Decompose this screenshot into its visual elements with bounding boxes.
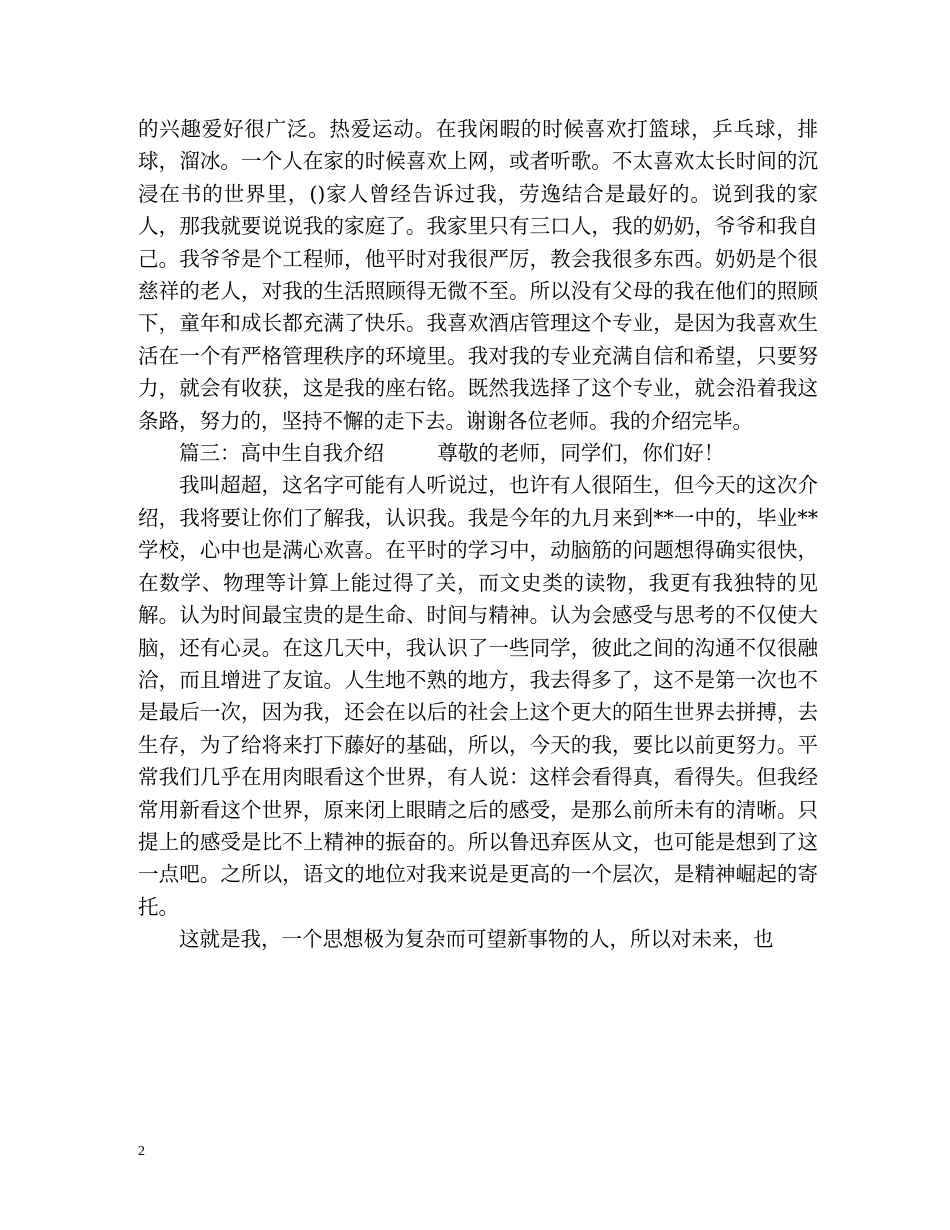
section-title: 篇三：高中生自我介绍: [179, 441, 384, 466]
document-body: [138, 113, 818, 956]
greeting-text: 尊敬的老师，同学们，你们好！: [437, 441, 725, 466]
paragraph-self-introduction: 我叫超超，这名字可能有人听说过，也许有人很陌生，但今天的这次介绍，我将要让你们了解我，认识我。我是今年的九月来到**一中的，毕业**学校，心中也是满心欢喜。在平时的学习中，动脑筋的问题想得确实很快，在数学、物理等计算上能过得了关，而文史类的读物，我更有我独特的见解。认为时间最宝贵的是生命、时间与精神。认为会感受与思考的不仅使大脑，还有心灵。在这几天中，我认识了一些同学，彼此之间的沟通不仅很融洽，而且增进了友谊。人生地不熟的地方，我去得多了，这不是第一次也不是最后一次，因为我，还会在以后的社会上这个更大的陌生世界去拼搏，去生存，为了给将来打下藤好的基础，所以，今天的我，要比以前更努力。平常我们几乎在用肉眼看这个世界，有人说：这样会看得真，看得失。但我经常用新看这个世界，原来闭上眼睛之后的感受，是那么前所未有的清晰。只提上的感受是比不上精神的振奋的。所以鲁迅弃医从文，也可能是想到了这一点吧。之所以，语文的地位对我来说是更高的一个层次，是精神崛起的寄托。: [138, 473, 818, 919]
paragraph-closing: 这就是我，一个思想极为复杂而可望新事物的人，所以对未来，也: [179, 927, 774, 952]
paragraph-section-heading: [138, 437, 818, 469]
page-number: 2: [138, 1144, 145, 1159]
paragraph-hobbies-family: 的兴趣爱好很广泛。热爱运动。在我闲暇的时候喜欢打篮球，乒乓球，排球，溜冰。一个人在家的时候喜欢上网，或者听歌。不太喜欢太长时间的沉浸在书的世界里，()家人曾经告诉过我，劳逸结合是最好的。说到我的家人，那我就要说说我的家庭了。我家里只有三口人，我的奶奶，爷爷和我自己。我爷爷是个工程师，他平时对我很严厉，教会我很多东西。奶奶是个很慈祥的老人，对我的生活照顾得无微不至。所以没有父母的我在他们的照顾下，童年和成长都充满了快乐。我喜欢酒店管理这个专业，是因为我喜欢生活在一个有严格管理秩序的环境里。我对我的专业充满自信和希望，只要努力，就会有收获，这是我的座右铭。既然我选择了这个专业，就会沿着我这条路，努力的，坚持不懈的走下去。谢谢各位老师。我的介绍完毕。: [138, 117, 818, 433]
